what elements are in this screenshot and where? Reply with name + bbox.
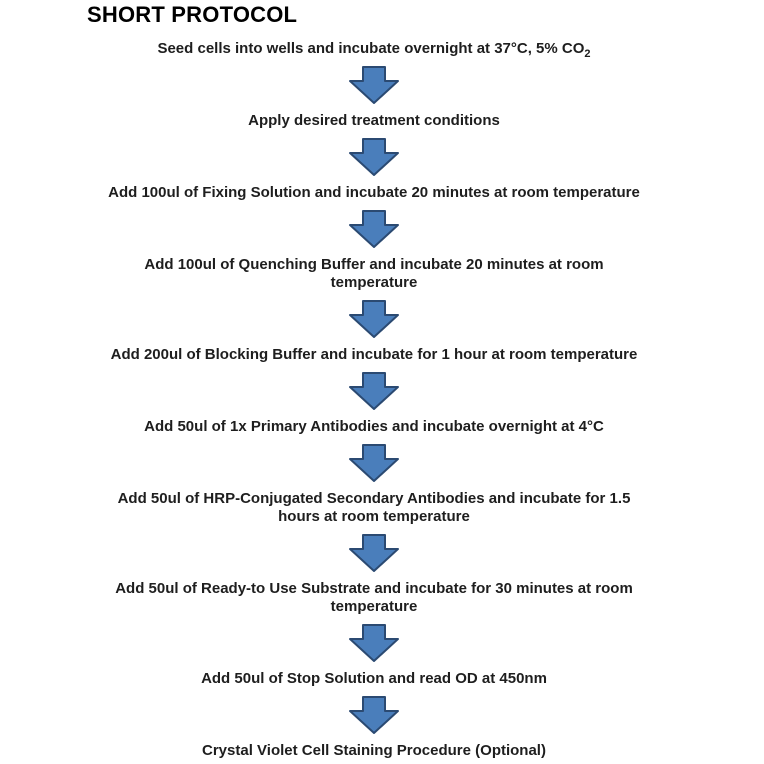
down-arrow-icon: [349, 696, 399, 734]
subscript-text: 2: [584, 48, 591, 60]
protocol-step-6: [144, 418, 604, 436]
step-text-line: temperature: [330, 274, 418, 291]
down-arrow-icon: [349, 210, 399, 248]
step-text-line: Add 200ul of Blocking Buffer and incubate for 1 hour at room temperature: [110, 346, 638, 363]
step-text-line: Add 50ul of Stop Solution and read OD at 450nm: [201, 670, 547, 687]
step-text-line: Crystal Violet Cell Staining Procedure (Optional): [202, 742, 546, 759]
protocol-step-10: [202, 742, 546, 760]
protocol-step-7: [118, 490, 631, 526]
step-text-line: Add 50ul of 1x Primary Antibodies and incubate overnight at 4°C: [144, 418, 604, 435]
down-arrow-icon: [349, 138, 399, 176]
page-title: SHORT PROTOCOL: [87, 2, 298, 27]
down-arrow-icon: [349, 534, 399, 572]
protocol-step-3: [108, 184, 640, 202]
step-text-line: Add 50ul of Ready-to Use Substrate and incubate for 30 minutes at room: [115, 580, 633, 597]
protocol-step-1: [157, 40, 590, 58]
protocol-flowchart: [54, 40, 694, 760]
down-arrow-icon: [349, 66, 399, 104]
step-text-line: Seed cells into wells and incubate overnight at 37°C, 5% $CO_2$: [157, 40, 591, 60]
down-arrow-icon: [349, 372, 399, 410]
down-arrow-icon: [349, 624, 399, 662]
step-text-line: Apply desired treatment conditions: [248, 112, 500, 129]
protocol-step-8: [115, 580, 633, 616]
protocol-step-2: [248, 112, 500, 130]
down-arrow-icon: [349, 300, 399, 338]
protocol-step-9: [201, 670, 547, 688]
down-arrow-icon: [349, 444, 399, 482]
step-text-line: Add 100ul of Fixing Solution and incubate 20 minutes at room temperature: [108, 184, 640, 201]
step-text-line: temperature: [330, 598, 418, 615]
protocol-step-4: [144, 256, 603, 292]
step-text-line: hours at room temperature: [278, 508, 470, 525]
step-text-line: Add 100ul of Quenching Buffer and incubate 20 minutes at room: [144, 256, 604, 273]
step-text-line: Add 50ul of HRP-Conjugated Secondary Antibodies and incubate for 1.5: [117, 490, 631, 507]
protocol-step-5: [111, 346, 638, 364]
